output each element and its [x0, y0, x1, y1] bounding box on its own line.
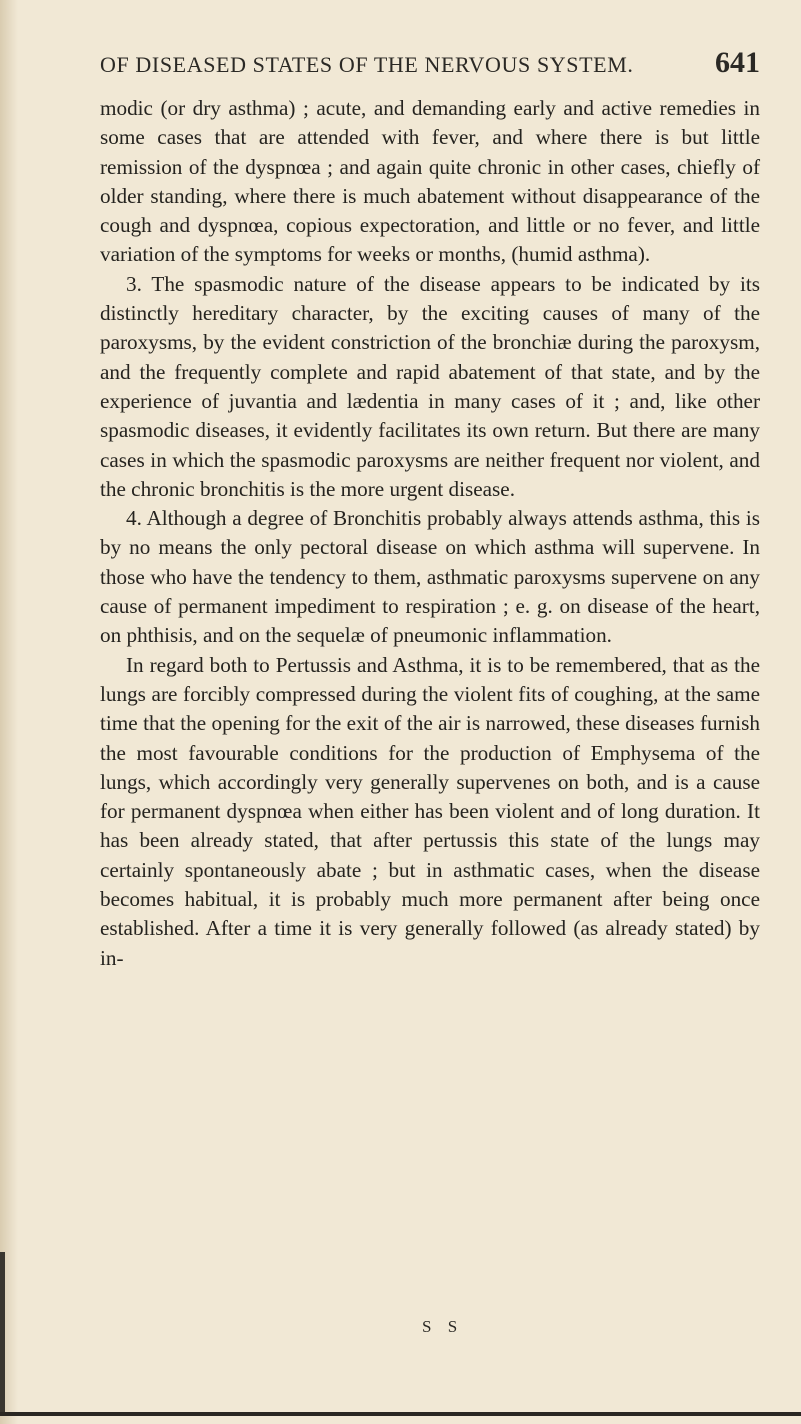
page-edge-shadow: [0, 0, 18, 1424]
page-number: 641: [715, 46, 760, 79]
binding-mark: [0, 1252, 5, 1412]
signature-mark: S S: [422, 1317, 464, 1336]
paragraph-continuation: modic (or dry asthma) ; acute, and demanding early and active remedies in some cases that are attended with fever, and where there is but little remission of the dyspnœa ; and again quite chronic in other cases, chiefly of older standing, where there is much abatement without disappearance of the cough and dyspnœa, copious expectoration, and little or no fever, and little variation of the symptoms for weeks or months, (humid asthma).: [100, 96, 760, 267]
running-title: OF DISEASED STATES OF THE NERVOUS SYSTEM.: [100, 52, 634, 77]
bottom-edge-rule: [0, 1412, 801, 1416]
paragraph-pertussis-asthma: In regard both to Pertussis and Asthma, it is to be remembered, that as the lungs are forcibly compressed during the violent fits of coughing, at the same time that the opening for the exit of the air is narrowed, these diseases furnish the most favourable conditions for the production of Emphysema of the lungs, which accordingly very generally supervenes on both, and is a cause for permanent dyspnœa when either has been violent and of long duration. It has been already stated, that after pertussis this state of the lungs may certainly spontaneously abate ; but in asthmatic cases, when the disease becomes habitual, it is probably much more permanent after being once established. After a time it is very generally followed (as already stated) by in-: [100, 652, 760, 970]
paragraph-section-3: 3. The spasmodic nature of the disease appears to be indicated by its distinctly hereditary character, by the exciting causes of many of the paroxysms, by the evident constriction of the bronchiæ during the paroxysm, and the frequently complete and rapid abatement of that state, and by the experience of juvantia and lædentia in many cases of it ; and, like other spasmodic diseases, it evidently facilitates its own return. But there are many cases in which the spasmodic paroxysms are neither frequent nor violent, and the chronic bronchitis is the more urgent disease.: [100, 271, 760, 501]
page-header: [100, 46, 760, 79]
body-text: [100, 94, 760, 973]
paragraph-section-4: 4. Although a degree of Bronchitis probably always attends asthma, this is by no means the only pectoral disease on which asthma will supervene. In those who have the tendency to them, asthmatic paroxysms supervene on any cause of permanent impediment to respiration ; e. g. on disease of the heart, on phthisis, and on the sequelæ of pneumonic inflammation.: [100, 506, 760, 648]
